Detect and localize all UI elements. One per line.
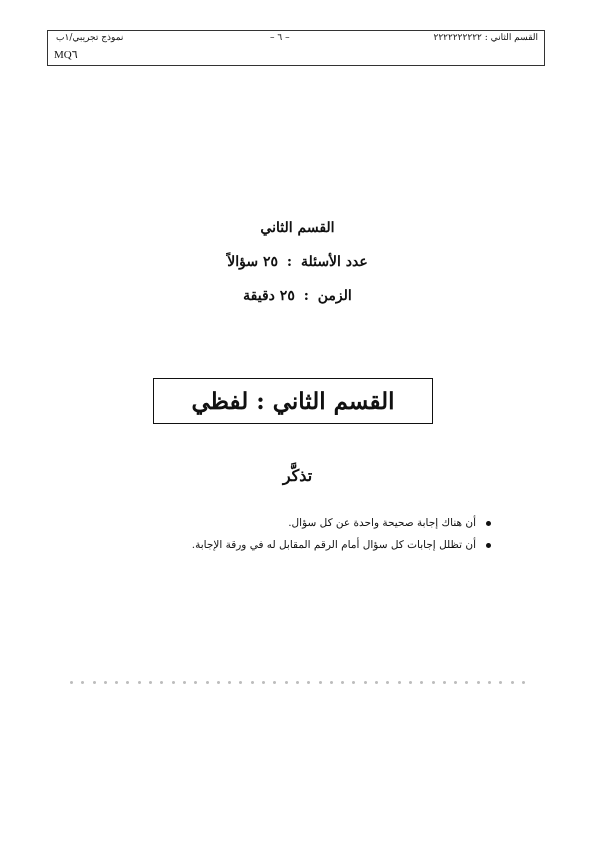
separator-dot [273, 681, 276, 684]
form-id: MQ٦ [54, 49, 78, 61]
separator-dot [443, 681, 446, 684]
separator-dot [511, 681, 514, 684]
time-limit-value: ٢٥ [279, 288, 295, 304]
separator-dot [285, 681, 288, 684]
separator-dot [138, 681, 141, 684]
separator-dot [228, 681, 231, 684]
separator-dot [307, 681, 310, 684]
dotted-separator [70, 681, 525, 684]
bullet-icon [486, 521, 491, 526]
separator-dot [104, 681, 107, 684]
question-count [0, 248, 595, 282]
separator-dot [262, 681, 265, 684]
separator-dot [499, 681, 502, 684]
separator-dot [432, 681, 435, 684]
section-title: القسم الثاني [260, 220, 335, 236]
separator-dot [160, 681, 163, 684]
separator-dot [409, 681, 412, 684]
question-count-separator: : [286, 254, 293, 270]
form-code-label: نموذج تجريبي/١ب [56, 33, 124, 43]
bullet-icon [486, 543, 491, 548]
remember-list [192, 512, 491, 556]
question-count-label: عدد الأسئلة [300, 254, 368, 270]
separator-dot [93, 681, 96, 684]
remember-heading: تذكَّر [282, 466, 313, 485]
separator-dot [319, 681, 322, 684]
boxed-section-title [153, 378, 433, 424]
boxed-section-title-text: القسم الثاني : لفظي [191, 387, 395, 415]
separator-dot [70, 681, 73, 684]
separator-dot [465, 681, 468, 684]
separator-dot [172, 681, 175, 684]
separator-dot [477, 681, 480, 684]
separator-dot [330, 681, 333, 684]
separator-dot [149, 681, 152, 684]
separator-dot [375, 681, 378, 684]
separator-dot [217, 681, 220, 684]
list-item [192, 534, 491, 556]
separator-dot [115, 681, 118, 684]
separator-dot [386, 681, 389, 684]
time-limit-unit: دقيقة [243, 288, 275, 304]
separator-dot [341, 681, 344, 684]
time-limit [0, 282, 595, 316]
separator-dot [454, 681, 457, 684]
separator-dot [522, 681, 525, 684]
separator-dot [183, 681, 186, 684]
list-item-text: أن تظلل إجابات كل سؤال أمام الرقم المقابل له في ورقة الإجابة. [191, 539, 476, 551]
page-header [47, 30, 545, 66]
list-item [192, 512, 491, 534]
time-limit-label: الزمن [317, 288, 352, 304]
separator-dot [488, 681, 491, 684]
separator-dot [239, 681, 242, 684]
separator-dot [206, 681, 209, 684]
question-count-value: ٢٥ [262, 254, 279, 270]
separator-dot [194, 681, 197, 684]
list-item-text: أن هناك إجابة صحيحة واحدة عن كل سؤال. [288, 517, 476, 529]
separator-dot [251, 681, 254, 684]
separator-dot [398, 681, 401, 684]
time-limit-separator: : [303, 288, 309, 304]
separator-dot [420, 681, 423, 684]
separator-dot [364, 681, 367, 684]
question-count-unit: سؤالاً [227, 254, 259, 270]
separator-dot [352, 681, 355, 684]
separator-dot [126, 681, 129, 684]
section-info [0, 214, 595, 316]
separator-dot [81, 681, 84, 684]
separator-dot [296, 681, 299, 684]
section-header-label: القسم الثاني : ٢٢٢٢٢٢٢٢٢٢ [433, 33, 538, 43]
page-number: – ٦ – [270, 33, 290, 43]
